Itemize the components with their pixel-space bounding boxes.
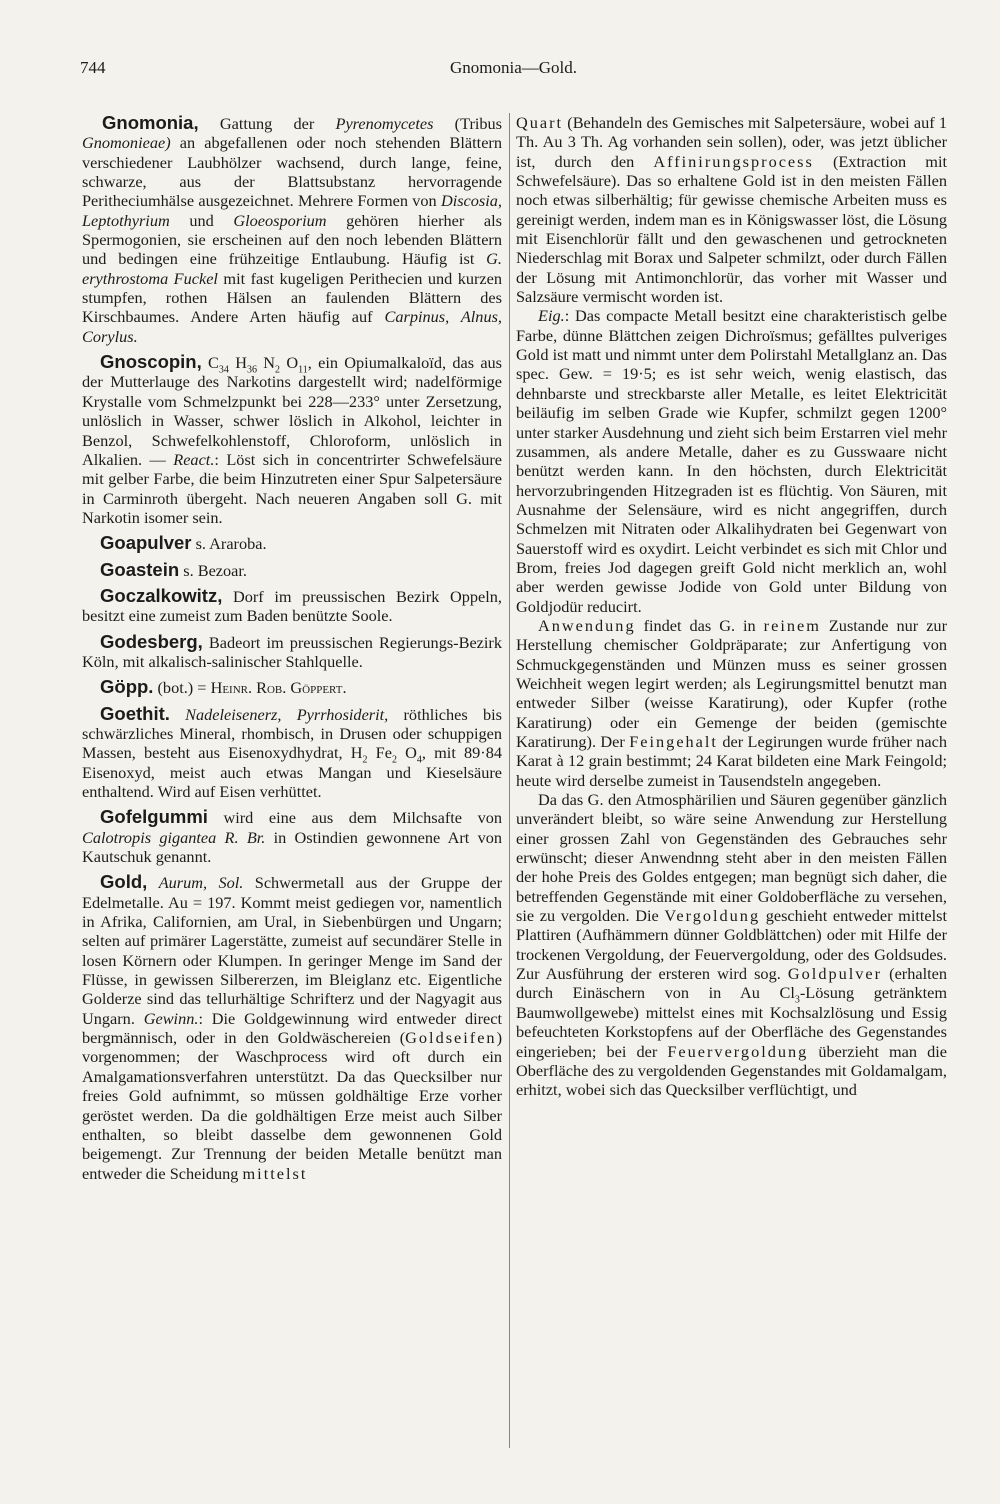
- spaced-text: Quart: [516, 113, 564, 132]
- subscript: 2: [391, 754, 397, 766]
- dictionary-entry: [82, 586, 502, 626]
- spaced-text: Affinirungsprocess: [653, 151, 814, 171]
- entry-headword: Gnoscopin,: [100, 351, 202, 373]
- text-run: Zustande nur zur Herstellung chemischer Goldpräparate; zur Anfertigung von Schmuckgegenständen und Münzen muss es seiner grossen Weichheit wegen legirt werden; als Legirungsmittel benutzt man entweder Silber (weisse Karatirung), oder Kupfer (rothe Karatirung) oder ein Gemenge der beiden (gemischte Karatirung). Der: [516, 615, 947, 751]
- text-run: -Lösung getränktem Baumwollgewebe) mittelst eines mit Kochsalzlösung und Essig befeuchteten Korkstopfens auf der Oberfläche des Gegenstandes eingerieben; bei der: [516, 983, 947, 1061]
- subscript: 3: [794, 994, 800, 1006]
- italic-text: Gewinn.: [143, 1008, 199, 1028]
- paragraph: [516, 790, 947, 1100]
- entry-headword: Gnomonia,: [102, 112, 199, 133]
- entry-headword: Goethit.: [100, 702, 170, 724]
- dictionary-entry: [82, 113, 502, 346]
- text-run: O: [280, 353, 299, 373]
- text-run: Gattung der: [198, 114, 336, 133]
- italic-text: Carpinus, Alnus, Corylus.: [82, 307, 502, 346]
- text-run: , mit 89·84 Eisenoxyd, meist auch etwas Mangan und Kieselsäure enthaltend. Wird auf Eisen verhüttet.: [82, 743, 503, 801]
- text-run: N: [256, 353, 276, 373]
- page-number: 744: [80, 58, 106, 77]
- text-run: s. Bezoar.: [179, 560, 247, 580]
- dictionary-entry: [82, 632, 502, 672]
- text-run: Schwermetall aus der Gruppe der Edelmetalle. Au = 197. Kommt meist gediegen vor, namentlich in Afrika, Californien, am Ural, in Siebenbürgen und Ungarn; selten auf primärer Lagerstätte, zumeist auf secundärer Stelle in losen Körnern oder Klumpen. In geringer Menge im Sand der Flüsse, in gewissen Silbererzen, im Bleiglanz etc. Eigentliche Golderze sind das tellurhältige Schrifterz und der Nagyagit aus Ungarn.: [82, 873, 502, 1028]
- text-run: findet das G. in: [635, 615, 764, 635]
- entry-headword: Goastein: [100, 558, 180, 580]
- text-run: geschieht entweder mittelst Plattiren (Aufhämmern dünner Goldblättchen) oder mit Hilfe der trockenen Vergoldung, der Feuervergoldung, oder des Goldsudes. Zur Ausführung der ersteren wird sog.: [516, 906, 948, 984]
- spaced-text: Feuervergoldung: [667, 1041, 809, 1061]
- paragraph: [516, 616, 947, 790]
- spaced-text: Goldseifen: [405, 1028, 497, 1048]
- text-run: an abgefallenen oder noch stehenden Blättern verschiedener Laubhölzer wachsend, durch lange, feine, schwarze, aus der Blattsubstanz hervorragende Peritheciumhälse ausgezeichnet. Mehrere Formen von: [82, 133, 502, 211]
- text-run: röthliches bis schwärzliches Mineral, rhombisch, in Drusen oder schuppigen Massen, besteht aus Eisenoxydhydrat, H: [82, 704, 502, 763]
- spaced-text: Feingehalt: [629, 732, 718, 751]
- entry-headword: Göpp.: [100, 676, 154, 698]
- text-run: Dorf im preussischen Bezirk Oppeln, besitzt eine zumeist zum Baden benützte Soole.: [82, 586, 502, 626]
- text-run: in Ostindien gewonnene Art von Kautschuk genannt.: [82, 827, 502, 867]
- text-run: (Tribus: [433, 114, 503, 133]
- right-column: [516, 113, 947, 1100]
- text-run: (erhalten durch Einäschern von in Au Cl: [516, 964, 948, 1003]
- subscript: 2: [275, 364, 281, 376]
- text-run: Da das G. den Atmosphärilien und Säuren gegenüber gänzlich unverändert bleibt, so wäre seine Anwendung zur Herstellung einer grossen Zahl von Gegenständen des Gebrauches sehr erwünscht; dieser Anwendnng steht aber in den meisten Fällen der hohe Preis des Goldes entgegen; man begnügt sich daher, die betreffenden Gegenstände mit einer Goldoberfläche zu versehen, sie zu vergolden. Die: [516, 790, 947, 926]
- spaced-text: Anwendung: [538, 615, 636, 635]
- subscript: 4: [416, 754, 422, 766]
- spaced-text: mittelst: [242, 1163, 308, 1183]
- subscript: 11: [298, 364, 308, 376]
- text-run: [147, 873, 158, 892]
- dictionary-entry: [82, 704, 502, 802]
- text-run: C: [201, 353, 219, 373]
- entry-headword: Gofelgummi: [100, 806, 208, 828]
- text-run: (Extraction mit Schwefelsäure). Das so erhaltene Gold ist in den meisten Fällen noch etwas silberhältig; für gewisse chemische Arbeiten muss es gereinigt werden, indem man es in Königswasser löst, die Lösung mit Eisenchlorür fällt und den gewaschenen und getrockneten Niederschlag mit Borax und Salpeter schmilzt, oder durch Fällen der Lösung mit Antimonchlorür, das vorher mit Wasser und Salzsäure vermischt worden ist.: [516, 151, 947, 307]
- text-run: und: [169, 210, 234, 230]
- entry-headword: Goapulver: [100, 532, 192, 554]
- italic-text: G. erythrostoma Fuckel: [82, 249, 502, 288]
- dictionary-entry: [82, 352, 502, 527]
- spaced-text: Goldpulver: [787, 964, 883, 984]
- page-header: [80, 58, 924, 88]
- italic-text: React.: [173, 449, 215, 469]
- text-run: s. Araroba.: [191, 534, 267, 554]
- text-run: ) vorgenommen; der Waschprocess wird oft durch ein Amalgamationsverfahren unterstützt. Da das Quecksilber nur freies Gold aufnimmt, so müssen goldhältige Erze vorher geröstet werden. Da die goldhältigen Erze meist auch Silber enthalten, so bleibt dasselbe dem gewonnenen Gold beigemengt. Zur Trennung der beiden Metalle benützt man entweder die Scheidung: [82, 1028, 502, 1183]
- paragraph: [516, 306, 947, 616]
- dictionary-entry: [82, 560, 502, 580]
- dictionary-entry: [82, 677, 502, 697]
- entry-headword: Goczalkowitz,: [100, 584, 223, 606]
- spaced-text: Heinr. Rob. Göppert.: [210, 678, 347, 698]
- text-run: (Behandeln des Gemisches mit Salpetersäure, wobei auf 1 Th. Au 3 Th. Ag vorhanden sein sollen), oder, was jetzt üblicher ist, durch den: [516, 113, 947, 171]
- dictionary-entry: [82, 807, 502, 866]
- text-run: mit fast kugeligen Perithecien und kurzen stumpfen, rothen Hälsen an faulenden Blättern des Kirschbaumes. Andere Arten häufig auf: [82, 268, 503, 327]
- spaced-text: reinem: [763, 615, 821, 635]
- subscript: 36: [246, 364, 257, 376]
- entry-headword: Godesberg,: [100, 630, 203, 652]
- text-run: H: [228, 353, 247, 373]
- italic-text: Gnomonieae): [82, 133, 171, 153]
- italic-text: Gloeosporium: [233, 210, 327, 230]
- running-head: Gnomonia—Gold.: [450, 58, 578, 77]
- italic-text: Discosia, Leptothyrium: [82, 191, 502, 230]
- text-run: (bot.) =: [153, 678, 211, 698]
- text-run: wird eine aus dem Milchsafte von: [207, 808, 502, 828]
- left-column: [82, 113, 502, 1189]
- italic-text: Pyrenomycetes: [335, 114, 434, 133]
- spaced-text: Vergoldung: [664, 906, 761, 926]
- entry-headword: Gold,: [100, 871, 148, 893]
- dictionary-entry: [82, 533, 502, 553]
- text-run: überzieht man die Oberfläche des zu vergoldenden Gegenstandes mit Goldamalgam, erhitzt, wobei sich das Quecksilber verflüchtigt, und: [516, 1041, 947, 1100]
- italic-text: Eig.: [538, 306, 565, 326]
- italic-text: Aurum, Sol.: [158, 873, 244, 893]
- subscript: 34: [218, 364, 229, 376]
- text-run: O: [396, 743, 417, 763]
- text-run: [170, 705, 185, 724]
- dictionary-entry: [82, 872, 502, 1183]
- subscript: 2: [362, 754, 368, 766]
- column-divider: [509, 113, 510, 1448]
- text-run: : Löst sich in concentrirter Schwefelsäure mit gelber Farbe, die beim Hinzutreten einer Spur Salpetersäure in Carminroth übergeht. Nach neueren Angaben soll G. mit Narkotin isomer sein.: [82, 449, 502, 527]
- text-run: : Die Goldgewinnung wird entweder direct bergmännisch, oder in den Goldwäschereien (: [82, 1008, 503, 1048]
- italic-text: Calotropis gigantea R. Br.: [82, 827, 266, 847]
- text-run: der Legirungen wurde früher nach Karat à 12 grain bestimmt; 24 Karat bildeten eine Mark Feingold; heute wird derselbe zumeist in Tausendsteln angegeben.: [516, 732, 948, 790]
- text-run: gehören hierher als Spermogonien, sie erscheinen auf den noch lebenden Blättern und bedingen eine frühzeitige Entlaubung. Häufig ist: [82, 210, 502, 269]
- text-run: : Das compacte Metall besitzt eine charakteristisch gelbe Farbe, dünne Blättchen zeigen Dichroïsmus; gefälltes pulveriges Gold ist matt und nimmt unter dem Polirstahl Metallglanz an. Das spec. Gew. = 19·5; es ist sehr weich, wenig elastisch, das dehnbarste und streckbarste aller Metalle, es leitet Elektricität beiläufig im selben Grade wie Kupfer, schmilzt gegen 1200° unter starker Ausdehnung und zieht sich beim Erstarren viel mehr zusammen, als andere Metalle, daher es zu Gusswaare nicht benützt werden kann. In den höchsten, durch Elektricität hervorzubringenden Hitzegraden ist es flüchtig. Von Säuren, mit Ausnahme der Selensäure, wird es nicht angegriffen, durch Schmelzen mit Nitraten oder Alkalihydraten bei Gegenwart von Sauerstoff wird es oxydirt. Leicht verbindet es sich mit Chlor und Brom, freies Jod dagegen greift Gold nicht merklich an, wohl aber werden gewisse Jodide von Gold unter Bildung von Goldjodür reducirt.: [516, 306, 947, 616]
- text-run: Badeort im preussischen Regierungs-Bezirk Köln, mit alkalisch-salinischer Stahlquelle.: [82, 632, 502, 671]
- text-run: Fe: [367, 743, 392, 763]
- text-run: , ein Opiumalkaloïd, das aus der Mutterlauge des Narkotins dargestellt wird; nadelförmige Krystalle vom Schmelzpunkt bei 228—233° unter Zersetzung, unlöslich in Wasser, schwer löslich in Alkohol, leichter in Benzol, Schwefelkohlenstoff, Chloroform, unlöslich in Alkalien. —: [82, 353, 503, 469]
- continued-paragraph: [516, 113, 947, 306]
- italic-text: Nadeleisenerz, Pyrrhosiderit,: [185, 704, 389, 724]
